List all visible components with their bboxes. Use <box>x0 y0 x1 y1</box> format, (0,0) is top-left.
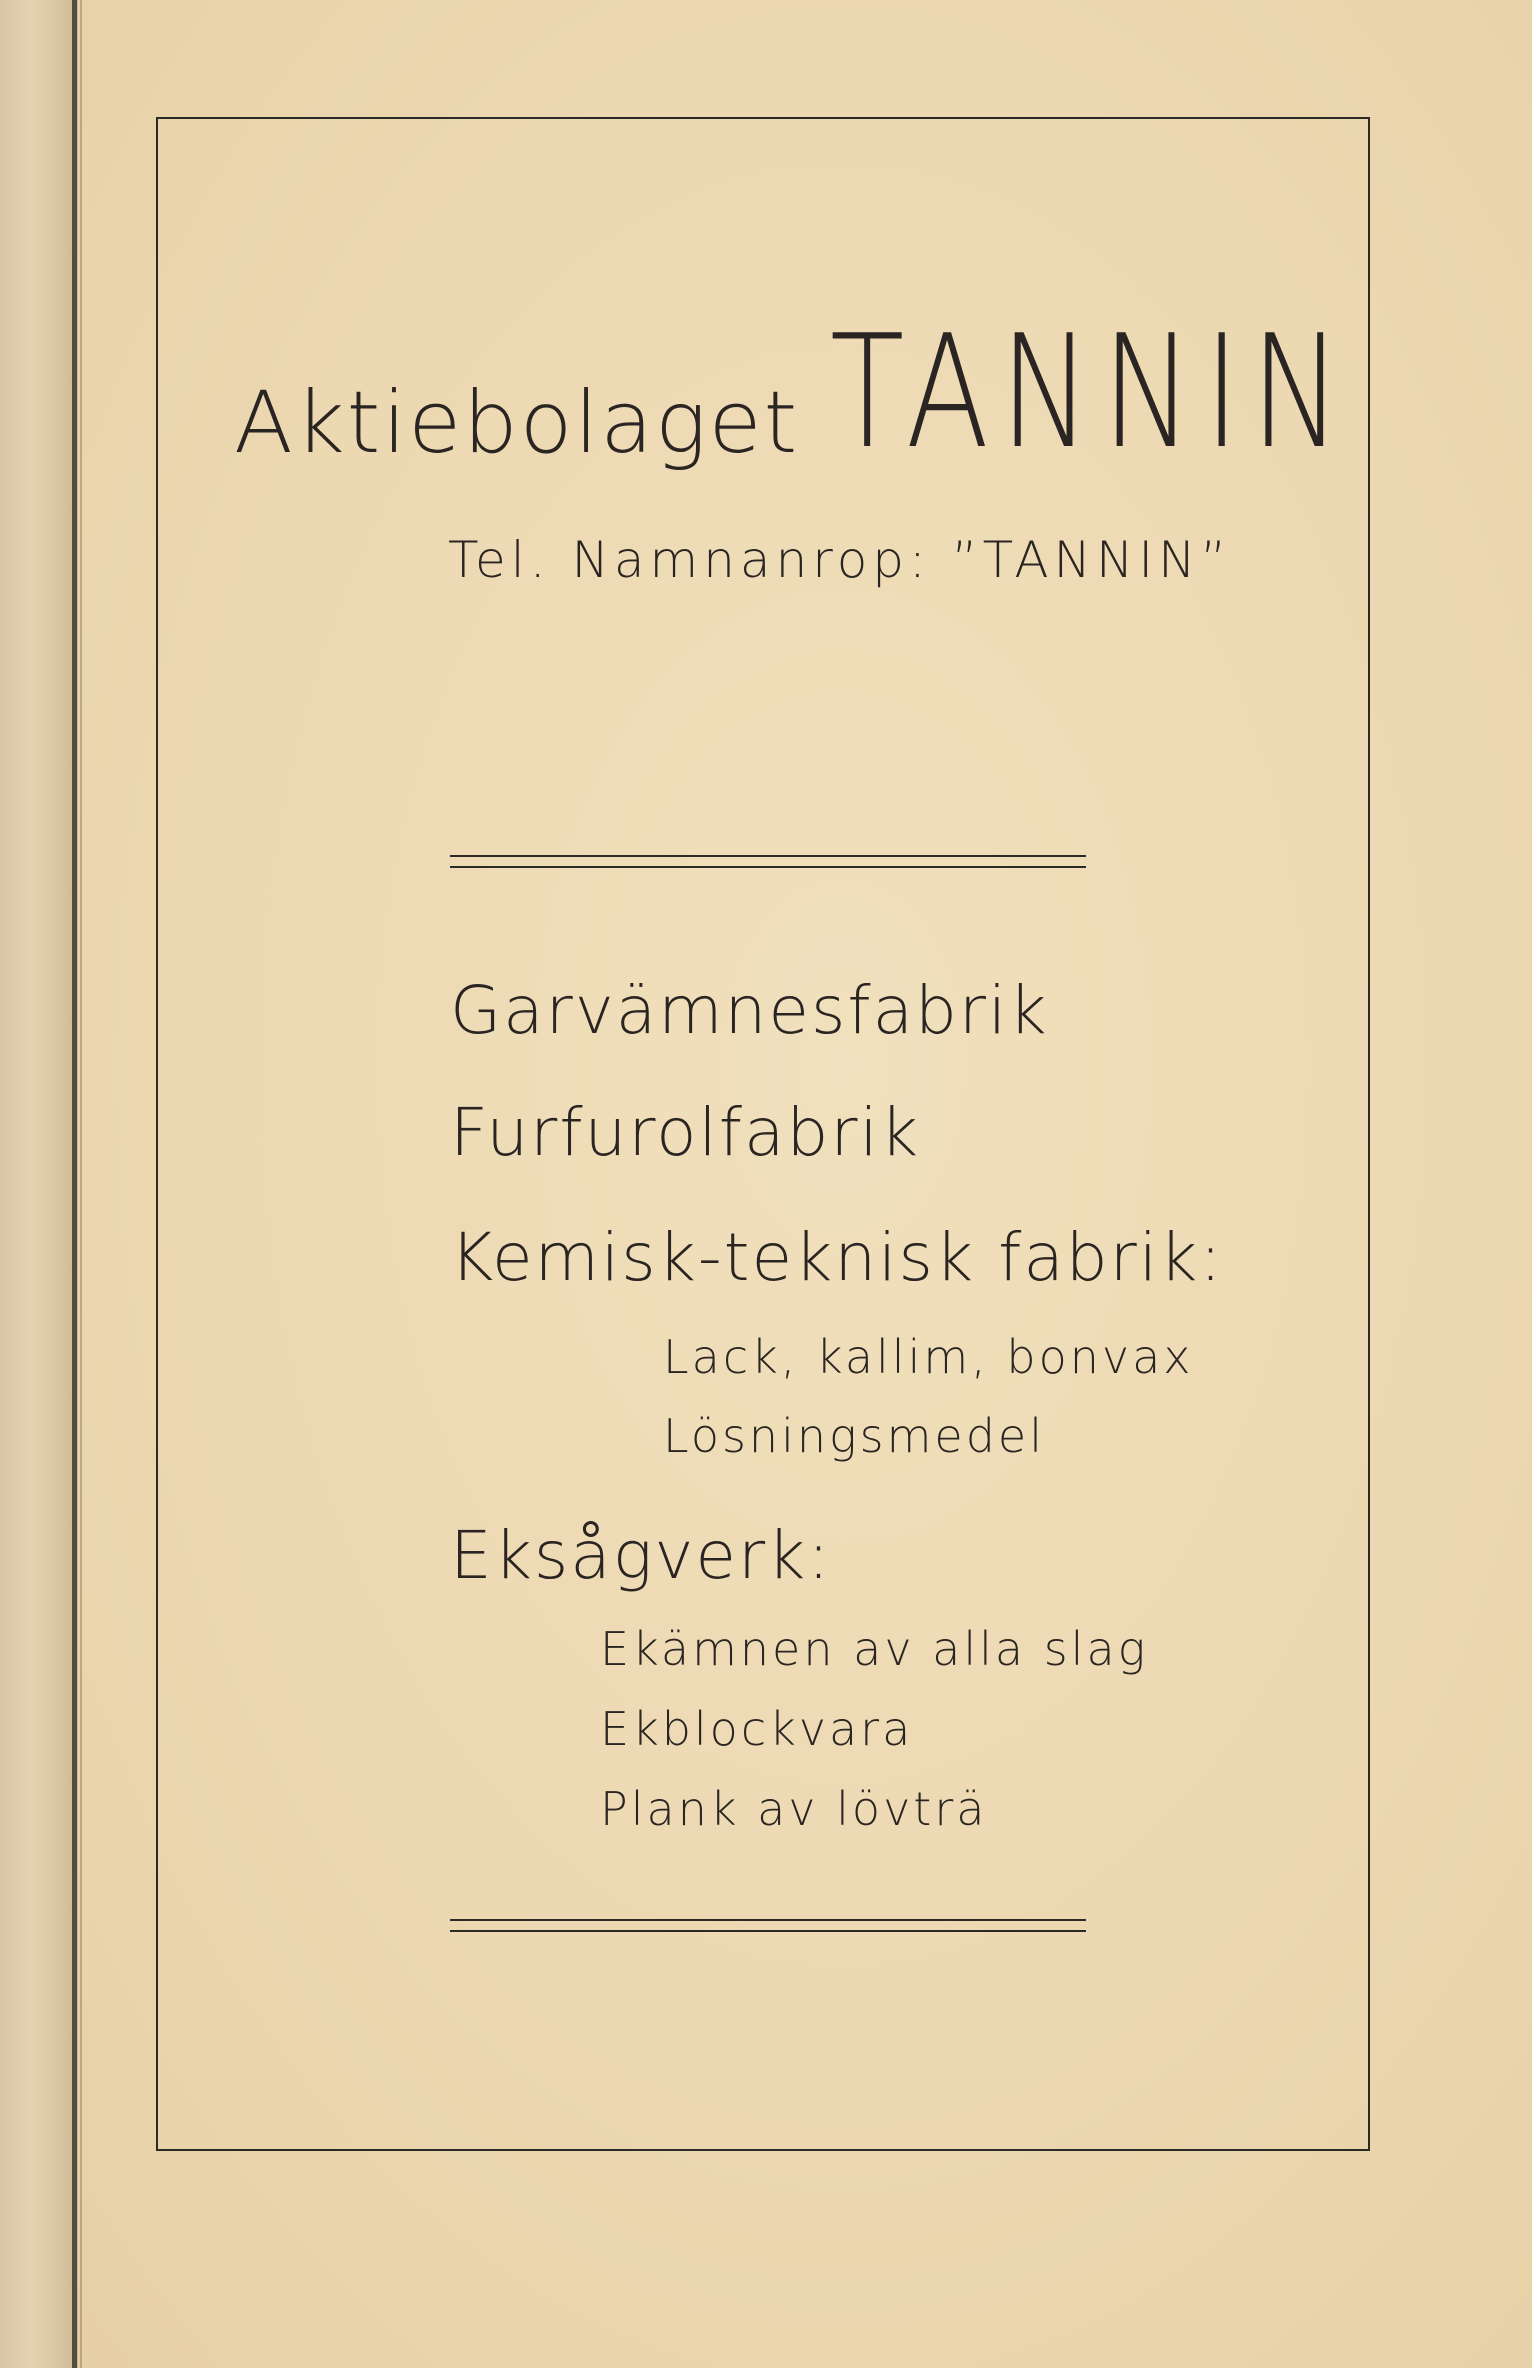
section-garvamnesfabrik: Garvämnesfabrik <box>450 972 1049 1049</box>
company-heading <box>234 301 1353 483</box>
double-rule-top-1 <box>450 855 1086 857</box>
sub-item-plank: Plank av lövträ <box>600 1782 988 1836</box>
double-rule-bottom-2 <box>450 1930 1086 1932</box>
sub-item-losningsmedel: Lösningsmedel <box>663 1409 1045 1463</box>
spine-edge-line <box>80 0 82 2368</box>
section-furfurolfabrik: Furfurolfabrik <box>450 1094 921 1171</box>
company-name: TANNIN <box>830 301 1353 483</box>
book-spine <box>0 0 78 2368</box>
section-eksagverk: Eksågverk: <box>450 1517 832 1594</box>
sub-item-lack: Lack, kallim, bonvax <box>663 1330 1194 1384</box>
double-rule-bottom-1 <box>450 1919 1086 1921</box>
sub-item-ekamnen: Ekämnen av alla slag <box>600 1622 1149 1676</box>
section-kemisk-teknisk: Kemisk-teknisk fabrik: <box>450 1219 1224 1296</box>
telephone-line: Tel. Namnanrop: ”TANNIN” <box>448 531 1232 589</box>
double-rule-top-2 <box>450 866 1086 868</box>
sub-item-ekblockvara: Ekblockvara <box>600 1702 914 1756</box>
company-prefix: Aktiebolaget <box>234 373 800 473</box>
spine-shadow-line <box>72 0 77 2368</box>
